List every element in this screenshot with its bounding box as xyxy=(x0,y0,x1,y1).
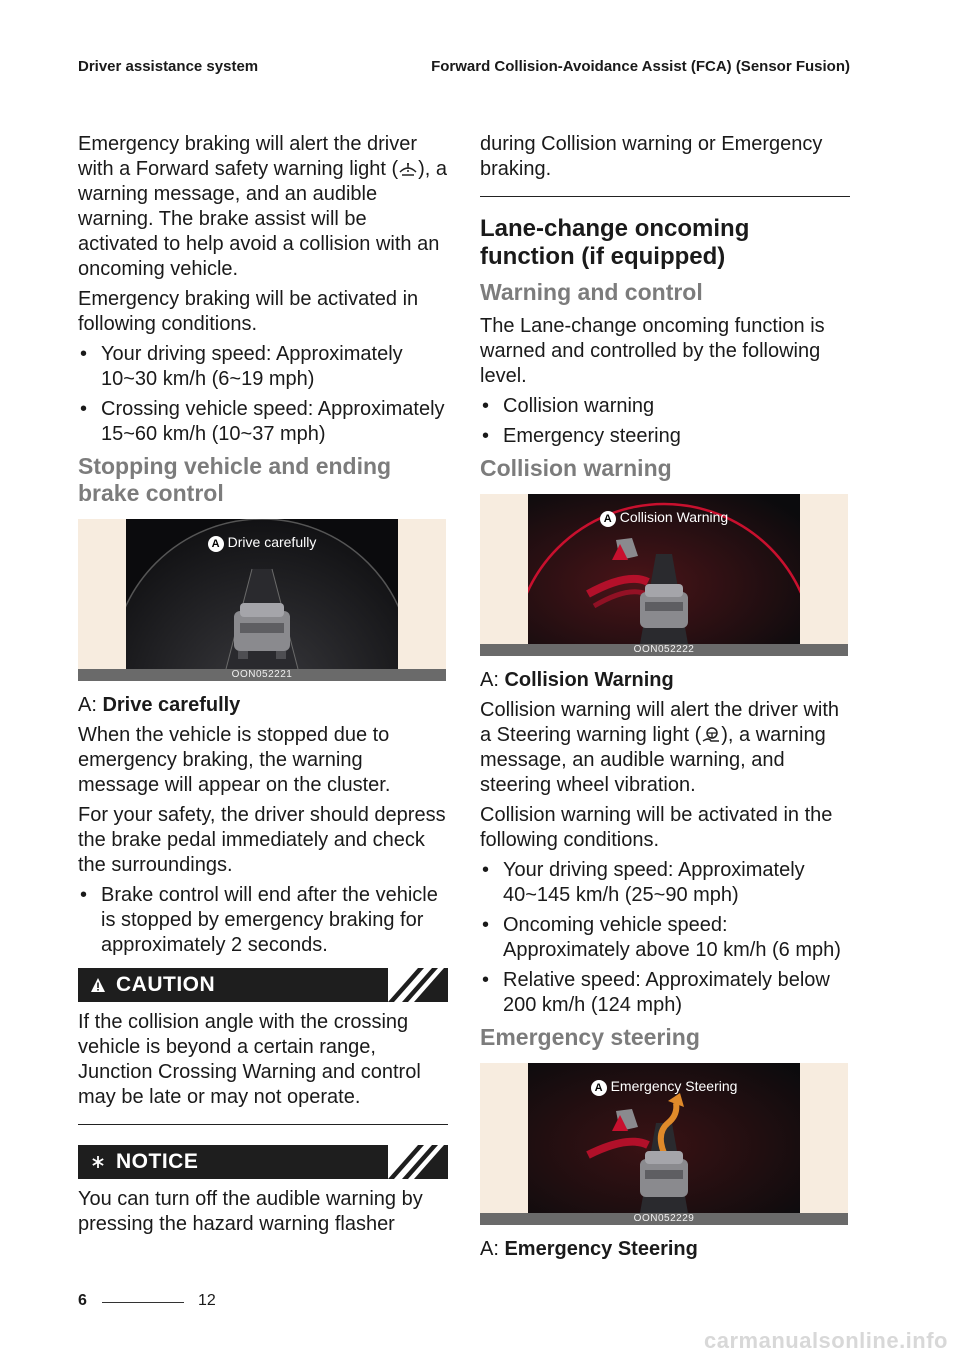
intro-text-b: ), a warning message, and an audible warning. The brake assist will be activated to help avoid a collision with an oncoming vehicle. xyxy=(78,158,448,280)
stopping-heading: Stopping vehicle and ending brake control xyxy=(78,453,392,506)
warning-triangle-icon xyxy=(90,977,106,993)
list-item: • Oncoming vehicle speed: Approximately above 10 km/h (6 mph) xyxy=(480,913,850,963)
caution-divider xyxy=(78,1124,448,1125)
lane-change-heading: Lane-change oncoming function (if equipped) xyxy=(480,215,750,270)
warning-control-paragraph: The Lane-change oncoming function is warned and controlled by the following level. xyxy=(480,315,825,387)
caution-slash-decoration xyxy=(388,968,448,1002)
cluster-message-text: Emergency Steering xyxy=(610,1078,738,1094)
caption-text: Collision Warning xyxy=(504,669,674,691)
message-label-badge: A xyxy=(591,1080,607,1096)
right-column xyxy=(480,132,850,1267)
cluster-message xyxy=(126,533,398,552)
notice-title: NOTICE xyxy=(116,1150,199,1173)
header-topic-title: Forward Collision-Avoidance Assist (FCA) (Sensor Fusion) xyxy=(431,58,850,75)
collision-warning-paragraph-2: Collision warning will be activated in the following conditions. xyxy=(480,804,833,851)
message-label-badge: A xyxy=(600,511,616,527)
stop-paragraph-2: For your safety, the driver should depress the brake pedal immediately and check the surroundings. xyxy=(78,804,446,876)
cw-text-b: ), a warning message, an audible warning, and steering wheel vibration. xyxy=(480,724,826,796)
figure-code: OON052222 xyxy=(480,644,848,656)
intro-paragraph-2: Emergency braking will be activated in following conditions. xyxy=(78,288,419,335)
stop-bullets xyxy=(78,883,448,958)
left-column xyxy=(78,132,448,1242)
watermark: carmanualsonline.info xyxy=(704,1328,948,1353)
cluster-message-text: Drive carefully xyxy=(227,534,317,550)
cluster-screen xyxy=(528,1063,800,1213)
asterisk-icon xyxy=(90,1154,106,1170)
page-number: 12 xyxy=(198,1292,216,1309)
steering-warning-icon xyxy=(701,726,721,744)
figure-caption xyxy=(78,693,448,718)
page-header xyxy=(78,58,850,80)
caution-text: If the collision angle with the crossing vehicle is beyond a certain range, Junction Crossing Warning and control may be late or may not operate. xyxy=(78,1011,421,1108)
notice-box-title xyxy=(78,1145,448,1179)
section-divider xyxy=(480,196,850,197)
list-item: • Emergency steering xyxy=(480,424,850,449)
chapter-number: 6 xyxy=(78,1292,87,1309)
figure-emergency-steering xyxy=(480,1063,848,1225)
intro-paragraph-1 xyxy=(78,132,448,282)
figure-code: OON052221 xyxy=(78,669,446,681)
figure-code: OON052229 xyxy=(480,1213,848,1225)
caution-title: CAUTION xyxy=(116,973,216,996)
message-label-badge: A xyxy=(208,536,224,552)
continued-text: during Collision warning or Emergency braking. xyxy=(480,133,823,180)
collision-warning-conditions xyxy=(480,858,850,1018)
caution-box-title xyxy=(78,968,448,1002)
stop-paragraph-1: When the vehicle is stopped due to emergency braking, the warning message will appear on the cluster. xyxy=(78,724,391,796)
intro-text-a: Emergency braking will alert the driver with a Forward safety warning light ( xyxy=(78,133,418,180)
emergency-steering-heading: Emergency steering xyxy=(480,1024,700,1050)
caption-prefix: A: xyxy=(480,1238,505,1260)
list-item: • Relative speed: Approximately below 200 km/h (124 mph) xyxy=(480,968,850,1018)
caption-text: Drive carefully xyxy=(102,694,241,716)
list-item: • Brake control will end after the vehicle is stopped by emergency braking for approximately 2 seconds. xyxy=(78,883,448,958)
cluster-screen xyxy=(528,494,800,644)
notice-text: You can turn off the audible warning by pressing the hazard warning flasher xyxy=(78,1188,423,1235)
warning-control-heading: Warning and control xyxy=(480,279,703,305)
list-item: • Collision warning xyxy=(480,394,850,419)
list-item: • Crossing vehicle speed: Approximately 15~60 km/h (10~37 mph) xyxy=(78,397,448,447)
figure-caption xyxy=(480,668,850,693)
figure-drive-carefully xyxy=(78,519,446,681)
caption-text: Emergency Steering xyxy=(504,1238,698,1260)
cluster-message-text: Collision Warning xyxy=(619,509,729,525)
collision-warning-paragraph-1 xyxy=(480,698,850,798)
list-item: • Your driving speed: Approximately 10~30 km/h (6~19 mph) xyxy=(78,342,448,392)
cluster-screen xyxy=(126,519,398,669)
cluster-message xyxy=(528,1077,800,1096)
header-section-title: Driver assistance system xyxy=(78,58,259,75)
caption-prefix: A: xyxy=(78,694,103,716)
forward-safety-warning-icon xyxy=(398,160,418,178)
figure-collision-warning xyxy=(480,494,848,656)
footer-rule xyxy=(102,1302,184,1303)
collision-warning-heading: Collision warning xyxy=(480,455,672,481)
braking-conditions-list xyxy=(78,342,448,447)
list-item: • Your driving speed: Approximately 40~145 km/h (25~90 mph) xyxy=(480,858,850,908)
cluster-message xyxy=(528,508,800,527)
cw-text-a: Collision warning will alert the driver with a Steering warning light ( xyxy=(480,699,840,746)
figure-caption xyxy=(480,1237,850,1262)
caption-prefix: A: xyxy=(480,669,505,691)
levels-list xyxy=(480,394,850,449)
notice-slash-decoration xyxy=(388,1145,448,1179)
